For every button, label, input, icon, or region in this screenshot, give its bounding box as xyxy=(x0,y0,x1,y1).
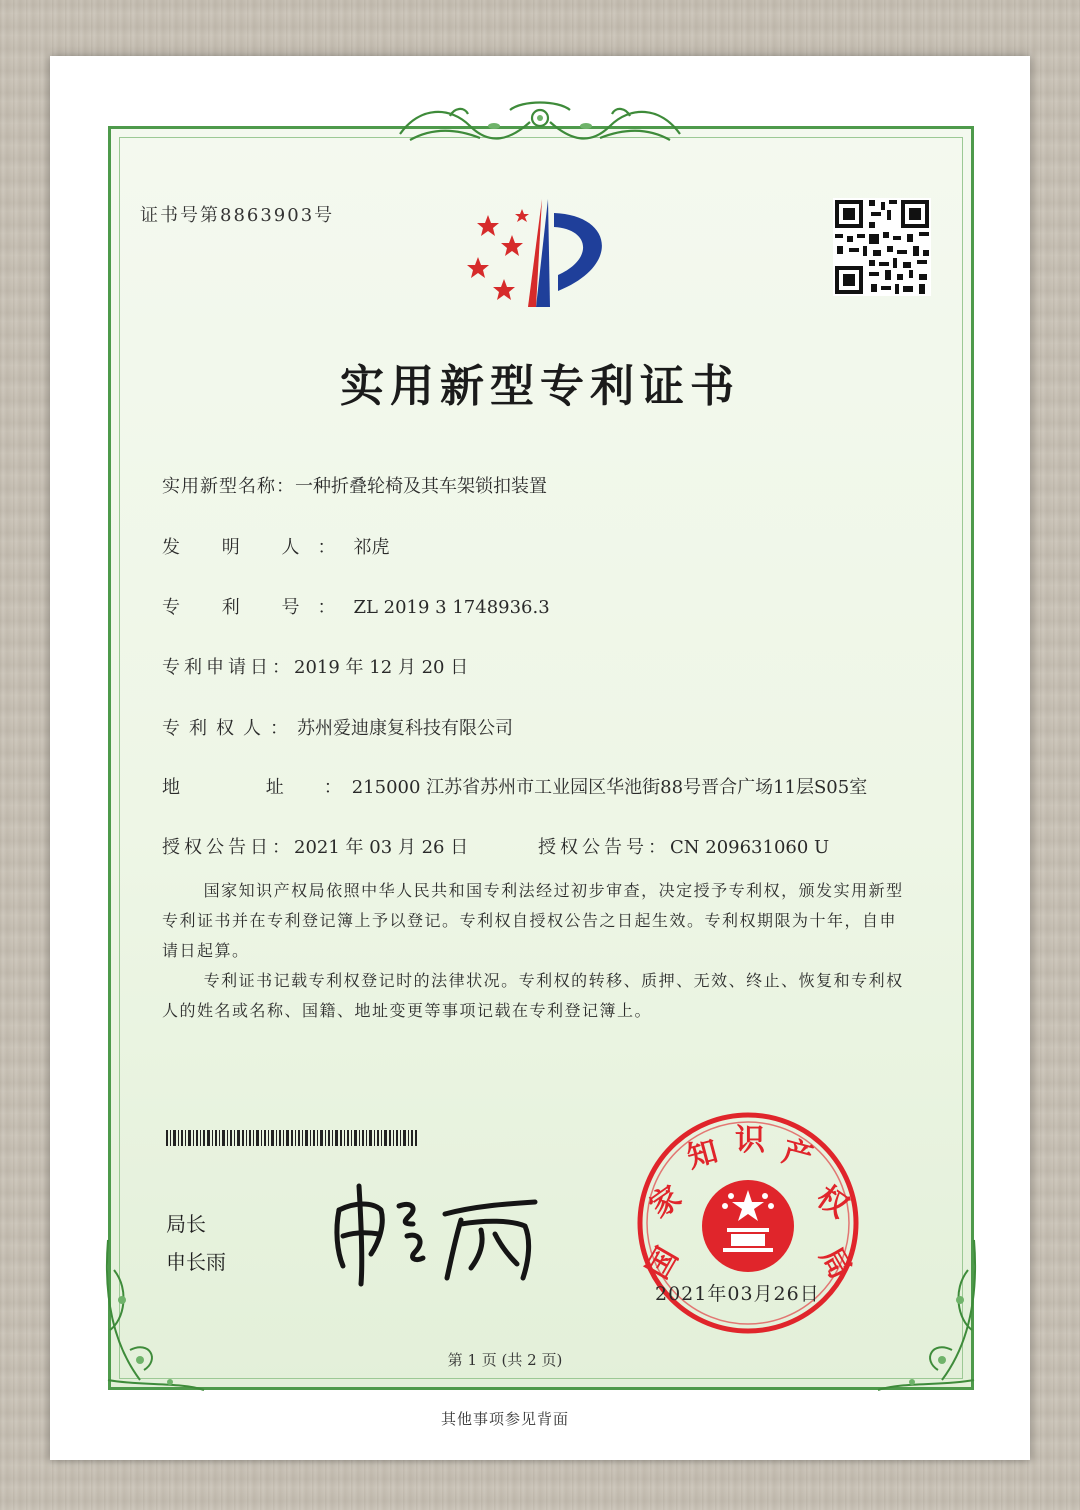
right-corner-ornament-icon xyxy=(872,1230,982,1400)
director-block xyxy=(166,1205,226,1281)
seal-char-1: 国 xyxy=(640,1241,686,1285)
application-date-value: 2019 年 12 月 20 日 xyxy=(294,657,469,678)
patent-number-label: 专 利 号： xyxy=(162,597,354,618)
director-name: 申长雨 xyxy=(166,1250,226,1274)
barcode-icon xyxy=(166,1130,418,1146)
certificate-title: 实用新型专利证书 xyxy=(340,361,740,412)
body-paragraph-1: 国家知识产权局依照中华人民共和国专利法经过初步审查，决定授予专利权，颁发实用新型专利证书并在专利登记簿上予以登记。专利权自授权公告之日起生效。专利权期限为十年，自申请日起算。 xyxy=(162,881,904,960)
utility-model-name-row xyxy=(162,472,547,498)
seal-char-5: 产 xyxy=(778,1134,817,1176)
footer-note: 其他事项参见背面 xyxy=(440,1410,569,1428)
utility-model-name-label: 实用新型名称： xyxy=(162,476,295,497)
inventor-label: 发 明 人： xyxy=(162,537,354,558)
inventor-value: 祁虎 xyxy=(353,537,390,558)
patentee-row xyxy=(162,714,513,740)
grant-date-label: 授权公告日： xyxy=(162,837,294,858)
seal-char-2: 家 xyxy=(643,1179,688,1226)
patentee-value: 苏州爱迪康复科技有限公司 xyxy=(297,718,513,739)
seal-char-7: 局 xyxy=(812,1241,858,1285)
utility-model-name-value: 一种折叠轮椅及其车架锁扣装置 xyxy=(295,476,547,497)
patentee-label: 专利权人： xyxy=(162,718,297,739)
patent-number-value: ZL 2019 3 1748936.3 xyxy=(353,597,550,618)
patent-office-emblem-icon xyxy=(462,195,622,315)
seal-char-6: 权 xyxy=(810,1179,855,1226)
director-title: 局长 xyxy=(166,1212,206,1236)
grant-number-label: 授权公告号： xyxy=(538,837,670,858)
address-value: 215000 江苏省苏州市工业园区华池街88号晋合广场11层S05室 xyxy=(351,777,868,798)
page-number: 第 1 页 (共 2 页) xyxy=(447,1351,563,1369)
director-signature-icon xyxy=(325,1180,555,1290)
address-row xyxy=(162,773,867,799)
top-ornament-icon xyxy=(390,96,690,156)
application-date-label: 专利申请日： xyxy=(162,657,294,678)
certificate-body xyxy=(162,876,914,1026)
address-label: 地 址： xyxy=(162,777,382,798)
grant-date-row xyxy=(162,833,468,859)
grant-number-row xyxy=(538,833,829,859)
seal-char-4: 识 xyxy=(735,1123,765,1158)
patent-number-row xyxy=(162,593,550,619)
grant-date-value: 2021 年 03 月 26 日 xyxy=(294,837,469,858)
seal-date: 2021年03月26日 xyxy=(655,1283,820,1305)
grant-number-value: CN 209631060 U xyxy=(670,837,830,858)
seal-char-3: 知 xyxy=(683,1134,722,1176)
application-date-row xyxy=(162,653,468,679)
inventor-row xyxy=(162,533,389,559)
certificate-number: 证书号第8863903号 xyxy=(140,205,335,226)
body-paragraph-2: 专利证书记载专利权登记时的法律状况。专利权的转移、质押、无效、终止、恢复和专利权人的姓名或名称、国籍、地址变更等事项记载在专利登记簿上。 xyxy=(162,971,904,1020)
qr-code-icon xyxy=(833,198,931,296)
